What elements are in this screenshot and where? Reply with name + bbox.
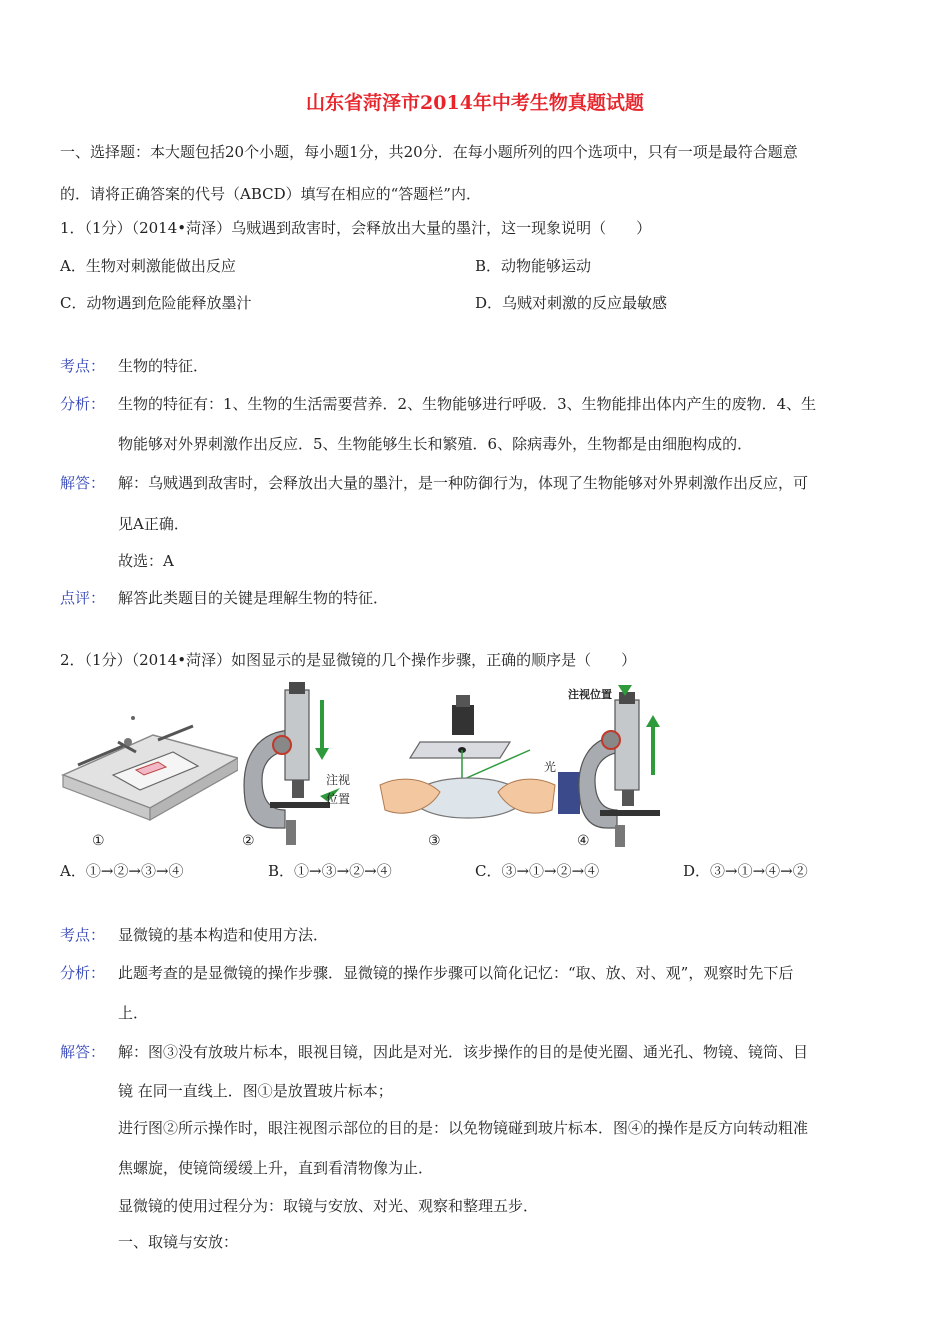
figure-zhushi: 注视 <box>326 773 351 787</box>
intro-line-2: 的．请将正确答案的代号（ABCD）填写在相应的“答题栏”内． <box>60 185 481 203</box>
q1-dianping: 解答此类题目的关键是理解生物的特征． <box>118 589 389 607</box>
q2-jieda-5: 显微镜的使用过程分为：取镜与安放、对光、观察和整理五步． <box>118 1197 539 1215</box>
figure-label-3: ③ <box>428 833 441 849</box>
q2-jieda-6: 一、取镜与安放： <box>118 1233 239 1251</box>
figure-step-4 <box>575 680 695 855</box>
q2-fenxi-label: 分析： <box>60 964 106 982</box>
q1-jieda-3: 故选：A <box>118 552 174 570</box>
q1-option-b: B．动物能够运动 <box>475 257 592 275</box>
q1-stem: 1．（1分）（2014•菏泽）乌贼遇到敌害时，会释放出大量的墨汁，这一现象说明（ ） <box>60 219 652 237</box>
q2-jieda-2: 镜 在同一直线上．图①是放置玻片标本； <box>118 1082 393 1100</box>
q1-jieda-2: 见A正确． <box>118 515 189 533</box>
q2-jieda-1: 解：图③没有放玻片标本，眼视目镜，因此是对光．该步操作的目的是使光圈、通光孔、物镜、镜筒、目 <box>118 1043 809 1061</box>
figure-weizhi: 位置 <box>326 792 351 806</box>
q2-jieda-4: 焦螺旋，使镜筒缓缓上升，直到看清物像为止． <box>118 1159 434 1177</box>
q2-option-c: C．③→①→②→④ <box>475 862 600 880</box>
figure-zhushi-weizhi: 注视位置 <box>568 688 612 701</box>
q2-kaodian-label: 考点： <box>60 926 106 944</box>
q2-option-a: A．①→②→③→④ <box>60 862 184 880</box>
q2-option-d: D．③→①→④→② <box>683 862 808 880</box>
q1-kaodian-label: 考点： <box>60 357 106 375</box>
q1-jieda-label: 解答： <box>60 474 106 492</box>
q1-dianping-label: 点评： <box>60 589 106 607</box>
intro-line-1: 一、选择题：本大题包括20个小题，每小题1分，共20分．在每小题所列的四个选项中，只有一项是最符合题意 <box>60 143 798 161</box>
q2-option-b: B．①→③→②→④ <box>268 862 392 880</box>
q1-fenxi-2: 物能够对外界刺激作出反应．5、生物能够生长和繁殖．6、除病毒外，生物都是由细胞构成的． <box>118 435 753 453</box>
q1-fenxi-label: 分析： <box>60 395 106 413</box>
figure-label-1: ① <box>92 833 105 849</box>
q2-jieda-3: 进行图②所示操作时，眼注视图示部位的目的是：以免物镜碰到玻片标本．图④的操作是反方向转动粗准 <box>118 1119 809 1137</box>
q1-jieda-1: 解：乌贼遇到敌害时，会释放出大量的墨汁，是一种防御行为，体现了生物能够对外界刺激作出反应，可 <box>118 474 809 492</box>
q1-option-a: A．生物对刺激能做出反应 <box>60 257 236 275</box>
page-title: 山东省菏泽市2014年中考生物真题试题 <box>306 92 644 114</box>
q2-fenxi-1: 此题考查的是显微镜的操作步骤．显微镜的操作步骤可以简化记忆：“取、放、对、观”，观察时先下后 <box>118 964 794 982</box>
q2-stem: 2．（1分）（2014•菏泽）如图显示的是显微镜的几个操作步骤，正确的顺序是（ ） <box>60 651 637 669</box>
q1-kaodian: 生物的特征． <box>118 357 209 375</box>
figure-label-2: ② <box>242 833 255 849</box>
q1-option-c: C．动物遇到危险能释放墨汁 <box>60 294 252 312</box>
q1-option-d: D．乌贼对刺激的反应最敏感 <box>475 294 668 312</box>
figure-step-1 <box>58 680 238 855</box>
microscope-lower-tube-illustration <box>240 680 365 855</box>
q2-jieda-label: 解答： <box>60 1043 106 1061</box>
microscope-raise-tube-illustration <box>575 680 695 855</box>
figure-step-2 <box>240 680 365 855</box>
figure-guang: 光 <box>544 760 557 774</box>
figure-label-4: ④ <box>577 833 590 849</box>
q2-kaodian: 显微镜的基本构造和使用方法． <box>118 926 329 944</box>
q1-fenxi-1: 生物的特征有：1、生物的生活需要营养．2、生物能够进行呼吸．3、生物能排出体内产生的废物．4、生 <box>118 395 817 413</box>
figure-step-3 <box>370 680 580 855</box>
q2-fenxi-2: 上． <box>118 1004 149 1022</box>
slide-placement-illustration <box>58 680 238 855</box>
